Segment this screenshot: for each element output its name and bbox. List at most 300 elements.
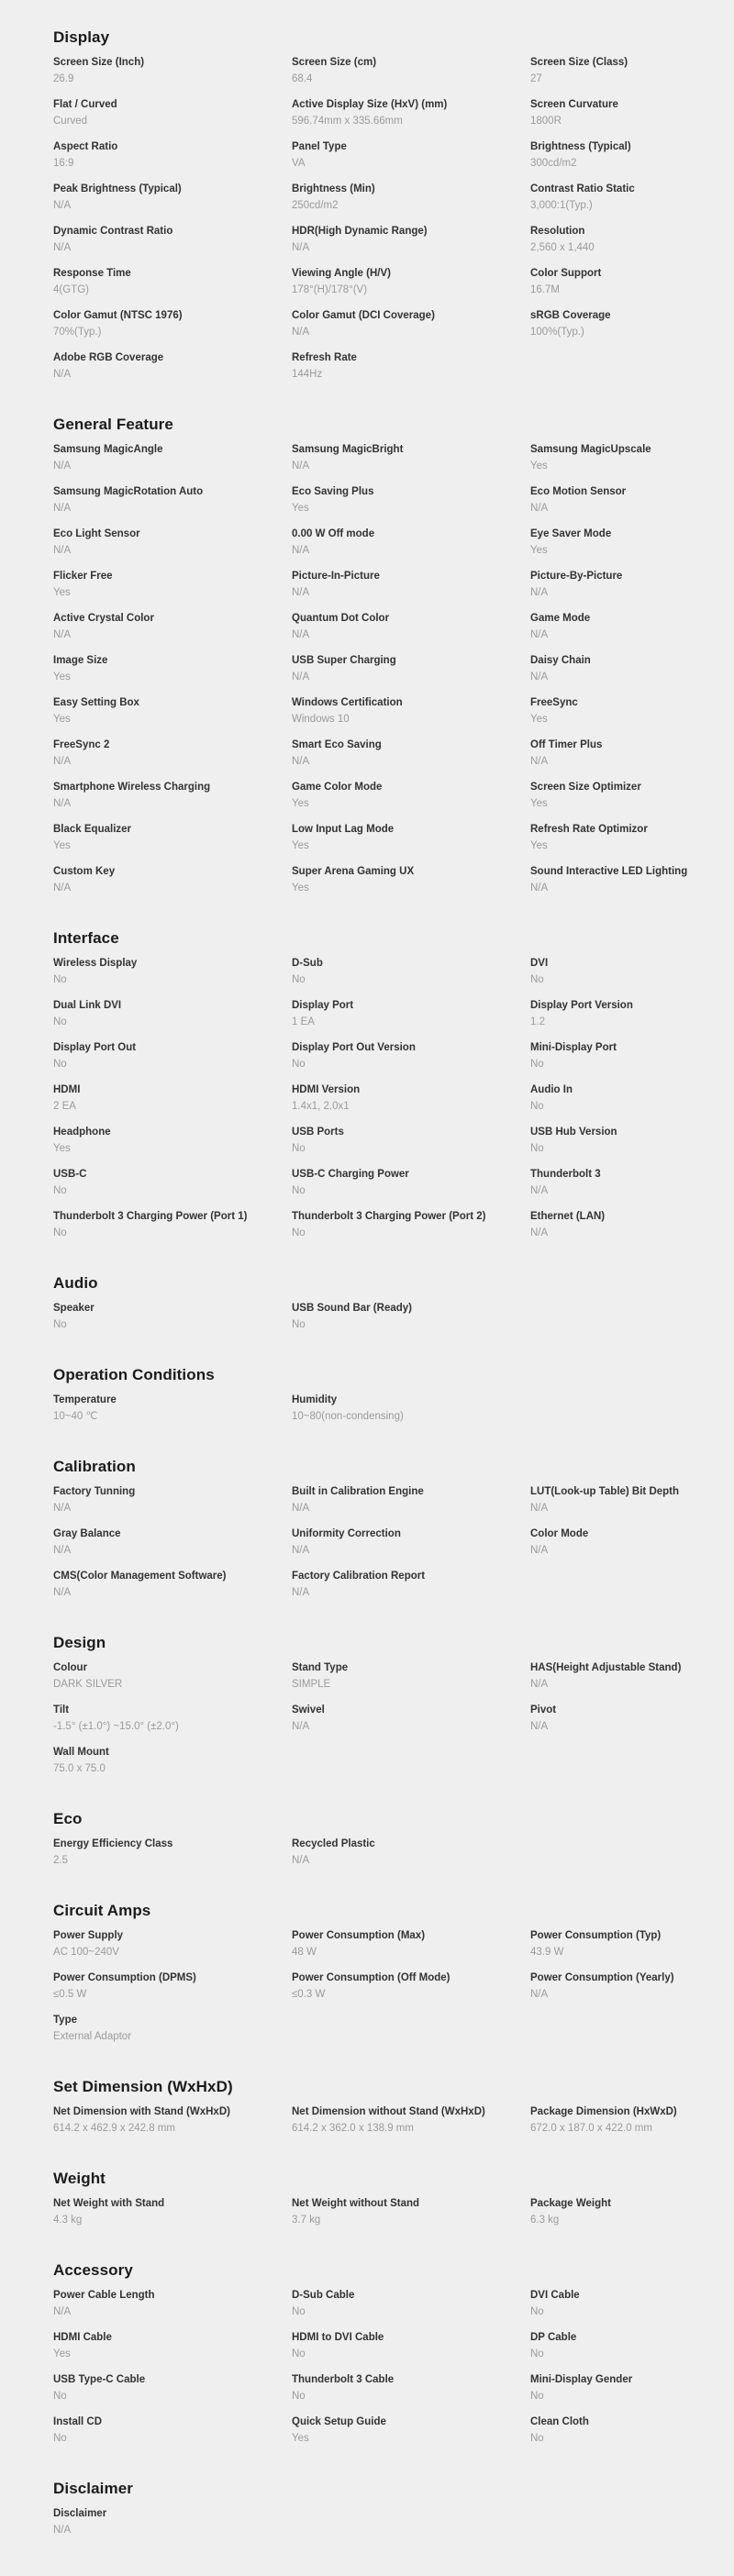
- spec-value: 70%(Typ.): [53, 327, 102, 338]
- spec-value: ≤0.3 W: [292, 1989, 326, 2000]
- spec-value: N/A: [530, 1721, 549, 1732]
- spec-item: [292, 1126, 489, 1156]
- spec-label: Easy Setting Box: [53, 697, 139, 708]
- spec-value: No: [292, 2391, 306, 2402]
- spec-label: Eco Saving Plus: [292, 486, 374, 497]
- spec-value: SIMPLE: [292, 1679, 331, 1690]
- spec-item: [53, 1929, 250, 1960]
- spec-value: N/A: [292, 629, 310, 640]
- spec-item: [530, 1971, 728, 2002]
- spec-label: Panel Type: [292, 141, 347, 152]
- spec-value: 26.9: [53, 73, 74, 84]
- spec-value: Windows 10: [292, 714, 350, 725]
- spec-item: [53, 1527, 250, 1558]
- spec-item: [53, 1838, 250, 1868]
- spec-label: sRGB Coverage: [530, 310, 611, 321]
- spec-item: [292, 267, 489, 297]
- spec-label: HDMI: [53, 1084, 81, 1095]
- spec-value: 68.4: [292, 73, 313, 84]
- section-title: Design: [53, 1634, 106, 1651]
- spec-value: No: [292, 2348, 306, 2359]
- spec-value: 3,000:1(Typ.): [530, 200, 593, 211]
- spec-label: HAS(Height Adjustable Stand): [530, 1662, 682, 1673]
- spec-value: N/A: [530, 1503, 549, 1514]
- spec-item: [53, 570, 250, 600]
- spec-label: USB Super Charging: [292, 655, 396, 666]
- spec-value: 100%(Typ.): [530, 327, 584, 338]
- spec-value: N/A: [292, 587, 310, 598]
- spec-item: [530, 1083, 728, 1114]
- spec-label: Power Supply: [53, 1930, 124, 1941]
- spec-value: Yes: [530, 714, 548, 725]
- spec-value: No: [53, 1185, 67, 1196]
- spec-value: N/A: [53, 200, 72, 211]
- spec-value: 2,560 x 1,440: [530, 242, 595, 253]
- spec-item: [530, 2415, 728, 2446]
- spec-label: Uniformity Correction: [292, 1528, 401, 1539]
- spec-item: [292, 1210, 489, 1240]
- spec-item: [53, 351, 250, 382]
- spec-item: [53, 183, 250, 213]
- spec-item: [292, 1041, 489, 1071]
- spec-value: 1.4x1, 2.0x1: [292, 1101, 350, 1112]
- spec-item: [292, 1393, 489, 1424]
- spec-item: [292, 1929, 489, 1960]
- spec-label: Net Dimension with Stand (WxHxD): [53, 2106, 230, 2117]
- spec-value: 10~40 ℃: [53, 1411, 98, 1422]
- spec-label: HDMI to DVI Cable: [292, 2332, 384, 2343]
- spec-section-disclaimer: [53, 2479, 734, 2537]
- spec-value: No: [53, 1227, 67, 1238]
- spec-value: Yes: [53, 587, 71, 598]
- spec-value: 4.3 kg: [53, 2215, 83, 2226]
- spec-value: Yes: [292, 503, 309, 514]
- spec-item: [292, 351, 489, 382]
- spec-label: Display Port Out Version: [292, 1042, 416, 1053]
- spec-value: N/A: [530, 883, 549, 894]
- spec-item: [292, 865, 489, 895]
- spec-item: [292, 1838, 489, 1868]
- spec-grid: [53, 1838, 734, 1868]
- spec-item: [530, 1929, 728, 1960]
- spec-label: Active Display Size (HxV) (mm): [292, 99, 448, 110]
- spec-value: No: [53, 2433, 67, 2444]
- spec-item: [292, 1485, 489, 1516]
- spec-value: 250cd/m2: [292, 200, 339, 211]
- spec-label: Gray Balance: [53, 1528, 121, 1539]
- spec-value: 43.9 W: [530, 1947, 564, 1958]
- spec-item: [530, 183, 728, 213]
- spec-item: [53, 485, 250, 516]
- spec-value: 144Hz: [292, 369, 323, 380]
- spec-section-accessory: [53, 2260, 734, 2446]
- spec-value: External Adaptor: [53, 2031, 132, 2042]
- spec-label: Low Input Lag Mode: [292, 824, 395, 835]
- spec-grid: [53, 443, 734, 895]
- spec-value: N/A: [530, 587, 549, 598]
- spec-label: HDMI Version: [292, 1084, 361, 1095]
- spec-value: N/A: [292, 1545, 310, 1556]
- spec-item: [530, 654, 728, 684]
- spec-item: [53, 2331, 250, 2361]
- spec-label: USB-C Charging Power: [292, 1169, 409, 1180]
- section-title: Eco: [53, 1810, 83, 1827]
- section-title: Interface: [53, 929, 119, 947]
- spec-item: [53, 527, 250, 558]
- spec-label: Thunderbolt 3 Charging Power (Port 1): [53, 1211, 248, 1222]
- spec-label: Eco Motion Sensor: [530, 486, 627, 497]
- spec-label: Screen Size Optimizer: [530, 782, 641, 793]
- spec-value: 27: [530, 73, 542, 84]
- spec-item: [53, 2415, 250, 2446]
- spec-label: Picture-By-Picture: [530, 571, 623, 582]
- spec-item: [292, 1704, 489, 1734]
- spec-section-general-feature: [53, 415, 734, 895]
- spec-item: [530, 999, 728, 1029]
- spec-value: 4(GTG): [53, 284, 89, 295]
- spec-value: N/A: [292, 242, 310, 253]
- spec-item: [530, 1485, 728, 1516]
- spec-label: Package Weight: [530, 2198, 611, 2209]
- spec-item: [292, 485, 489, 516]
- spec-label: Tilt: [53, 1704, 70, 1715]
- spec-value: No: [53, 2391, 67, 2402]
- spec-item: [292, 570, 489, 600]
- spec-label: Viewing Angle (H/V): [292, 268, 391, 279]
- spec-value: 6.3 kg: [530, 2215, 560, 2226]
- spec-value: N/A: [292, 1721, 310, 1732]
- spec-value: N/A: [530, 1185, 549, 1196]
- spec-item: [530, 1041, 728, 1071]
- spec-label: DP Cable: [530, 2332, 577, 2343]
- spec-value: N/A: [292, 327, 310, 338]
- spec-section-design: [53, 1633, 734, 1776]
- spec-item: [292, 1971, 489, 2002]
- spec-value: No: [530, 2391, 544, 2402]
- spec-label: Power Consumption (Typ): [530, 1930, 662, 1941]
- spec-value: No: [530, 974, 544, 985]
- spec-grid: [53, 56, 734, 382]
- spec-value: 2.5: [53, 1855, 68, 1866]
- spec-value: No: [530, 2306, 544, 2317]
- spec-item: [530, 140, 728, 171]
- spec-value: Yes: [53, 2348, 71, 2359]
- spec-item: [530, 2197, 728, 2227]
- spec-value: 1800R: [530, 116, 562, 127]
- spec-item: [292, 696, 489, 727]
- spec-label: Power Cable Length: [53, 2290, 155, 2301]
- spec-label: Pivot: [530, 1704, 557, 1715]
- spec-label: Disclaimer: [53, 2508, 107, 2519]
- spec-item: [530, 98, 728, 128]
- spec-item: [292, 999, 489, 1029]
- spec-item: [530, 570, 728, 600]
- spec-label: Flat / Curved: [53, 99, 117, 110]
- spec-item: [53, 1393, 250, 1424]
- spec-value: N/A: [53, 1503, 72, 1514]
- spec-value: No: [292, 1227, 306, 1238]
- spec-item: [292, 309, 489, 339]
- spec-label: Game Mode: [530, 613, 591, 624]
- spec-label: Brightness (Min): [292, 183, 375, 194]
- spec-label: Adobe RGB Coverage: [53, 352, 164, 363]
- spec-item: [292, 2289, 489, 2319]
- spec-item: [53, 1971, 250, 2002]
- spec-label: Mini-Display Gender: [530, 2374, 633, 2385]
- spec-item: [530, 1527, 728, 1558]
- spec-label: Samsung MagicBright: [292, 444, 404, 455]
- spec-label: Brightness (Typical): [530, 141, 631, 152]
- spec-value: N/A: [530, 503, 549, 514]
- spec-label: Built in Calibration Engine: [292, 1486, 424, 1497]
- spec-label: Factory Calibration Report: [292, 1571, 426, 1582]
- spec-value: N/A: [292, 461, 310, 472]
- spec-label: Display Port: [292, 1000, 354, 1011]
- spec-value: 178°(H)/178°(V): [292, 284, 368, 295]
- spec-label: USB Hub Version: [530, 1127, 617, 1138]
- spec-label: Ethernet (LAN): [530, 1211, 606, 1222]
- spec-item: [292, 2105, 489, 2136]
- spec-label: Install CD: [53, 2416, 103, 2427]
- spec-value: N/A: [53, 461, 72, 472]
- spec-label: Screen Curvature: [530, 99, 618, 110]
- spec-item: [53, 1126, 250, 1156]
- spec-label: Display Port Out: [53, 1042, 137, 1053]
- spec-value: No: [530, 2348, 544, 2359]
- section-title: Circuit Amps: [53, 1902, 151, 1919]
- spec-label: Net Dimension without Stand (WxHxD): [292, 2106, 485, 2117]
- spec-label: Color Gamut (DCI Coverage): [292, 310, 435, 321]
- spec-value: 3.7 kg: [292, 2215, 321, 2226]
- spec-label: Mini-Display Port: [530, 1042, 617, 1053]
- spec-value: No: [292, 1059, 306, 1070]
- spec-label: Image Size: [53, 655, 108, 666]
- spec-value: No: [530, 2433, 544, 2444]
- spec-value: Yes: [530, 545, 548, 556]
- spec-label: Windows Certification: [292, 697, 403, 708]
- spec-grid: [53, 957, 734, 1240]
- spec-value: No: [292, 1319, 306, 1330]
- spec-item: [292, 56, 489, 86]
- spec-label: Temperature: [53, 1394, 117, 1405]
- spec-item: [292, 1527, 489, 1558]
- spec-item: [292, 781, 489, 811]
- spec-label: Power Consumption (Yearly): [530, 1972, 674, 1983]
- spec-item: [292, 2331, 489, 2361]
- spec-item: [53, 1210, 250, 1240]
- spec-value: DARK SILVER: [53, 1679, 123, 1690]
- spec-item: [53, 781, 250, 811]
- spec-value: N/A: [53, 883, 72, 894]
- spec-item: [53, 2373, 250, 2404]
- spec-item: [530, 957, 728, 987]
- spec-label: DVI Cable: [530, 2290, 580, 2301]
- spec-item: [53, 1704, 250, 1734]
- section-title: Set Dimension (WxHxD): [53, 2078, 233, 2095]
- spec-label: Eye Saver Mode: [530, 528, 612, 539]
- section-title: Weight: [53, 2170, 106, 2187]
- spec-item: [292, 612, 489, 642]
- spec-value: Yes: [292, 840, 309, 851]
- spec-item: [53, 98, 250, 128]
- spec-value: N/A: [53, 1587, 72, 1598]
- spec-label: Dynamic Contrast Ratio: [53, 226, 173, 237]
- spec-item: [53, 2197, 250, 2227]
- spec-value: 672.0 x 187.0 x 422.0 mm: [530, 2123, 652, 2134]
- spec-item: [530, 56, 728, 86]
- spec-label: CMS(Color Management Software): [53, 1571, 227, 1582]
- spec-item: [53, 309, 250, 339]
- spec-item: [530, 2289, 728, 2319]
- spec-label: Wall Mount: [53, 1747, 109, 1758]
- spec-label: Quantum Dot Color: [292, 613, 390, 624]
- spec-item: [530, 865, 728, 895]
- spec-label: LUT(Look-up Table) Bit Depth: [530, 1486, 680, 1497]
- spec-value: 16.7M: [530, 284, 560, 295]
- spec-label: Power Consumption (DPMS): [53, 1972, 196, 1983]
- section-title: Accessory: [53, 2261, 133, 2279]
- spec-section-set-dimension-wxhxd: [53, 2077, 734, 2136]
- spec-value: N/A: [292, 1587, 310, 1598]
- spec-item: [530, 2105, 728, 2136]
- spec-label: Audio In: [530, 1084, 573, 1095]
- spec-label: Net Weight with Stand: [53, 2198, 165, 2209]
- spec-label: Color Gamut (NTSC 1976): [53, 310, 183, 321]
- spec-label: HDMI Cable: [53, 2332, 112, 2343]
- spec-label: Refresh Rate Optimizor: [530, 824, 648, 835]
- spec-value: ≤0.5 W: [53, 1989, 87, 2000]
- spec-value: VA: [292, 158, 306, 169]
- spec-value: 1.2: [530, 1016, 545, 1027]
- spec-value: N/A: [53, 629, 72, 640]
- spec-value: N/A: [292, 1503, 310, 1514]
- spec-item: [530, 309, 728, 339]
- spec-value: No: [53, 1016, 67, 1027]
- spec-label: Screen Size (Inch): [53, 57, 145, 68]
- spec-item: [530, 1168, 728, 1198]
- spec-value: N/A: [530, 756, 549, 767]
- spec-label: USB Type-C Cable: [53, 2374, 146, 2385]
- spec-grid: [53, 2289, 734, 2446]
- spec-item: [53, 2289, 250, 2319]
- spec-value: N/A: [292, 545, 310, 556]
- spec-label: Type: [53, 2015, 77, 2026]
- spec-item: [530, 2373, 728, 2404]
- spec-label: Eco Light Sensor: [53, 528, 140, 539]
- spec-item: [292, 1302, 489, 1332]
- spec-label: Aspect Ratio: [53, 141, 118, 152]
- spec-item: [292, 1168, 489, 1198]
- spec-value: 300cd/m2: [530, 158, 577, 169]
- spec-value: No: [53, 1319, 67, 1330]
- spec-label: Refresh Rate: [292, 352, 357, 363]
- spec-value: Yes: [530, 798, 548, 809]
- spec-label: Speaker: [53, 1303, 95, 1314]
- spec-item: [292, 957, 489, 987]
- spec-grid: [53, 2105, 734, 2136]
- spec-label: Off Timer Plus: [530, 739, 603, 750]
- spec-item: [53, 865, 250, 895]
- spec-item: [530, 267, 728, 297]
- spec-section-circuit-amps: [53, 1901, 734, 2044]
- spec-label: Stand Type: [292, 1662, 349, 1673]
- spec-item: [292, 98, 489, 128]
- spec-value: No: [530, 1059, 544, 1070]
- spec-item: [530, 612, 728, 642]
- spec-label: Recycled Plastic: [292, 1838, 375, 1849]
- spec-item: [53, 1570, 250, 1600]
- spec-grid: [53, 2507, 734, 2537]
- spec-label: Response Time: [53, 268, 131, 279]
- spec-label: Display Port Version: [530, 1000, 633, 1011]
- spec-item: [53, 56, 250, 86]
- spec-value: 614.2 x 462.9 x 242.8 mm: [53, 2123, 175, 2134]
- spec-item: [292, 140, 489, 171]
- spec-item: [292, 183, 489, 213]
- spec-item: [53, 696, 250, 727]
- spec-item: [292, 654, 489, 684]
- spec-label: Sound Interactive LED Lighting: [530, 866, 688, 877]
- spec-value: 2 EA: [53, 1101, 76, 1112]
- spec-value: N/A: [530, 1679, 549, 1690]
- spec-label: HDR(High Dynamic Range): [292, 226, 428, 237]
- spec-value: N/A: [530, 672, 549, 683]
- spec-section-display: [53, 28, 734, 382]
- spec-label: Game Color Mode: [292, 782, 383, 793]
- spec-grid: [53, 1661, 734, 1776]
- spec-value: Yes: [292, 2433, 309, 2444]
- spec-item: [292, 527, 489, 558]
- spec-value: N/A: [530, 1989, 549, 2000]
- spec-value: Yes: [530, 461, 548, 472]
- spec-item: [292, 1661, 489, 1692]
- spec-value: N/A: [53, 2306, 72, 2317]
- spec-grid: [53, 1485, 734, 1600]
- spec-value: No: [292, 1185, 306, 1196]
- spec-value: 1 EA: [292, 1016, 315, 1027]
- spec-item: [530, 527, 728, 558]
- spec-item: [530, 1661, 728, 1692]
- spec-value: Yes: [53, 672, 71, 683]
- spec-value: N/A: [53, 369, 72, 380]
- spec-value: N/A: [530, 629, 549, 640]
- spec-label: USB Ports: [292, 1127, 344, 1138]
- spec-item: [530, 823, 728, 853]
- spec-label: Dual Link DVI: [53, 1000, 122, 1011]
- spec-value: N/A: [530, 1227, 549, 1238]
- spec-value: 596.74mm x 335.66mm: [292, 116, 403, 127]
- spec-label: Power Consumption (Off Mode): [292, 1972, 450, 1983]
- spec-label: Samsung MagicUpscale: [530, 444, 651, 455]
- spec-label: Net Weight without Stand: [292, 2198, 420, 2209]
- spec-grid: [53, 1393, 734, 1424]
- spec-value: 75.0 x 75.0: [53, 1763, 106, 1774]
- spec-item: [53, 1485, 250, 1516]
- spec-value: N/A: [53, 545, 72, 556]
- spec-item: [530, 696, 728, 727]
- spec-label: Smart Eco Saving: [292, 739, 382, 750]
- spec-item: [53, 1302, 250, 1332]
- spec-item: [530, 443, 728, 473]
- spec-sheet: [0, 28, 734, 2537]
- spec-label: Headphone: [53, 1127, 111, 1138]
- spec-label: Thunderbolt 3 Charging Power (Port 2): [292, 1211, 486, 1222]
- spec-label: Factory Tunning: [53, 1486, 136, 1497]
- spec-item: [292, 2373, 489, 2404]
- spec-value: No: [292, 1143, 306, 1154]
- spec-label: Energy Efficiency Class: [53, 1838, 173, 1849]
- spec-item: [530, 485, 728, 516]
